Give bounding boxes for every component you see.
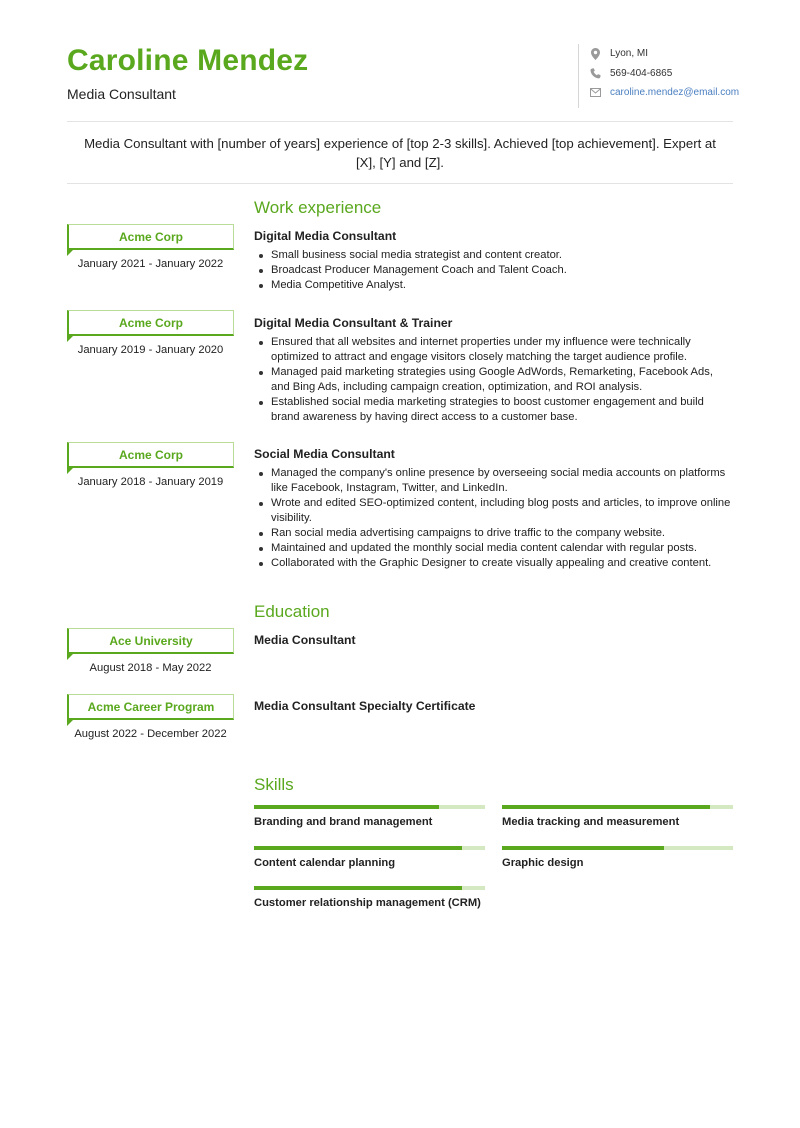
org-dates: August 2018 - May 2022 <box>89 662 212 674</box>
list-item: Wrote and edited SEO-optimized content, including blog posts and articles, to improve online visibility. <box>254 496 734 526</box>
org-dates: January 2019 - January 2020 <box>77 344 224 356</box>
skill-label: Media tracking and measurement <box>502 816 680 828</box>
work-org-1 <box>67 224 234 270</box>
skill-label: Content calendar planning <box>254 857 396 869</box>
org-dates: January 2018 - January 2019 <box>77 476 224 488</box>
list-item: Collaborated with the Graphic Designer to create visually appealing and creative content. <box>254 556 734 571</box>
candidate-name: Caroline Mendez <box>67 44 309 77</box>
list-item: Managed the company's online presence by overseeing social media accounts on platforms like Facebook, Instagram, Twitter, and LinkedIn. <box>254 466 734 496</box>
email-link[interactable]: caroline.mendez@email.com <box>610 87 740 99</box>
work-entry-2 <box>254 316 734 425</box>
skill-level-bar <box>254 846 485 850</box>
list-item: Ensured that all websites and internet properties under my influence were technically optimized to attract and engage visitors closely matching the target audience profile. <box>254 335 734 365</box>
list-item: Established social media marketing strategies to boost customer engagement and build brand awareness by having direct access to a customer base. <box>254 395 734 425</box>
skill-label: Graphic design <box>502 857 584 869</box>
candidate-role: Media Consultant <box>67 86 176 102</box>
job-title: Digital Media Consultant <box>254 229 397 243</box>
list-item: Broadcast Producer Management Coach and Talent Coach. <box>254 263 734 278</box>
skill-level-fill <box>254 886 462 890</box>
skill-label: Customer relationship management (CRM) <box>254 897 481 909</box>
org-dates: August 2022 - December 2022 <box>74 728 227 740</box>
org-name-box: Acme Corp <box>67 310 234 336</box>
work-experience-heading: Work experience <box>254 198 382 217</box>
work-org-2 <box>67 310 234 356</box>
skill-level-fill <box>254 846 462 850</box>
skill-level-bar <box>254 886 485 890</box>
skill-item <box>254 846 485 869</box>
education-org-1 <box>67 628 234 674</box>
degree-title: Media Consultant <box>254 633 356 647</box>
summary-divider <box>67 183 733 184</box>
education-entry-1 <box>254 633 734 652</box>
education-entry-2 <box>254 699 734 718</box>
list-item: Managed paid marketing strategies using Google AdWords, Remarketing, Facebook Ads, and Bing Ads, including campaign creation, optimization, and ROI analysis. <box>254 365 734 395</box>
skill-level-bar <box>502 846 733 850</box>
job-title: Digital Media Consultant & Trainer <box>254 316 453 330</box>
skill-level-fill <box>502 805 710 809</box>
phone-icon <box>588 67 602 79</box>
skill-item <box>502 805 733 828</box>
skill-item <box>254 805 485 828</box>
org-dates: January 2021 - January 2022 <box>77 258 224 270</box>
work-entry-3 <box>254 447 734 571</box>
work-org-3 <box>67 442 234 488</box>
skill-level-bar <box>254 805 485 809</box>
job-title: Social Media Consultant <box>254 447 395 461</box>
education-heading: Education <box>254 602 330 621</box>
phone-text: 569-404-6865 <box>610 67 673 79</box>
org-name-box: Acme Career Program <box>67 694 234 720</box>
skill-label: Branding and brand management <box>254 816 433 828</box>
list-item: Small business social media strategist and content creator. <box>254 248 734 263</box>
skill-level-fill <box>502 846 664 850</box>
location-text: Lyon, MI <box>610 48 648 60</box>
skill-item <box>502 846 733 869</box>
skills-heading: Skills <box>254 775 294 794</box>
header-divider <box>67 121 733 122</box>
org-name-box: Acme Corp <box>67 442 234 468</box>
degree-title: Media Consultant Specialty Certificate <box>254 699 476 713</box>
list-item: Media Competitive Analyst. <box>254 278 734 293</box>
org-name-box: Acme Corp <box>67 224 234 250</box>
list-item: Ran social media advertising campaigns to drive traffic to the company website. <box>254 526 734 541</box>
work-entry-1 <box>254 229 734 293</box>
skill-level-bar <box>502 805 733 809</box>
job-bullets <box>254 248 734 293</box>
education-org-2 <box>67 694 234 740</box>
skill-level-fill <box>254 805 439 809</box>
profile-summary: Media Consultant with [number of years] experience of [top 2-3 skills]. Achieved [top achievement]. Expert at [X], [Y] and [Z]. <box>84 136 716 170</box>
list-item: Maintained and updated the monthly social media content calendar with regular posts. <box>254 541 734 556</box>
contact-phone <box>588 64 739 84</box>
contact-block <box>578 44 739 108</box>
contact-email[interactable] <box>588 83 739 103</box>
envelope-icon <box>588 87 602 99</box>
job-bullets <box>254 466 734 571</box>
job-bullets <box>254 335 734 425</box>
location-pin-icon <box>588 48 602 60</box>
org-name-box: Ace University <box>67 628 234 654</box>
contact-location <box>588 44 739 64</box>
skill-item <box>254 886 485 909</box>
